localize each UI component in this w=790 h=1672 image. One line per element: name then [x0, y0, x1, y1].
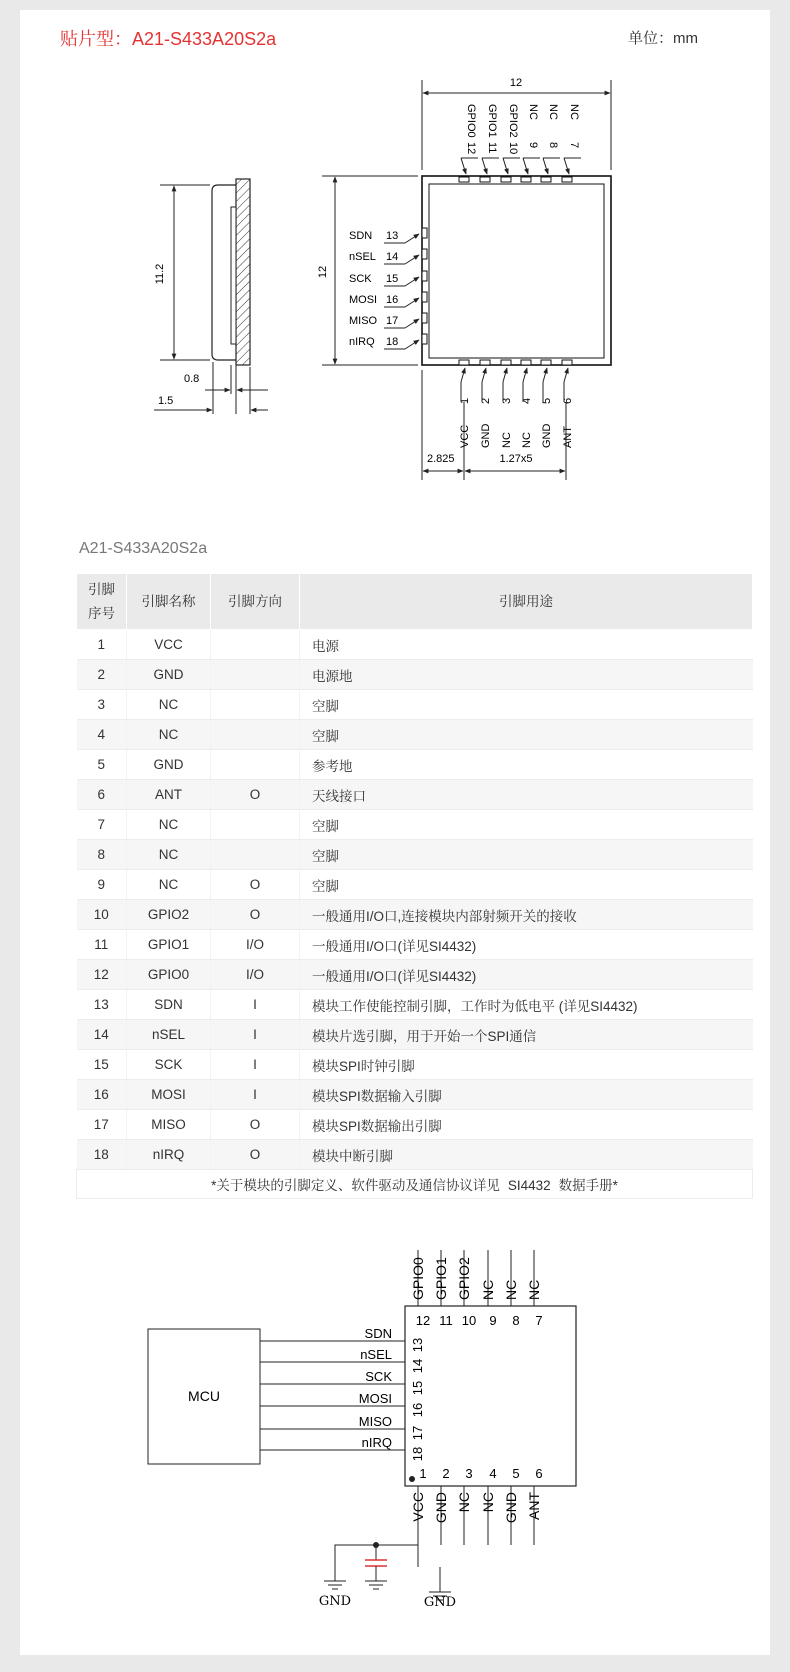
pin-name-cell: nIRQ — [127, 1140, 211, 1170]
pin-direction-cell: O — [211, 780, 300, 810]
table-row — [77, 810, 753, 840]
gnd-label-1: GND — [318, 1594, 352, 1609]
pad-4 — [521, 360, 531, 365]
pin-direction-cell — [211, 660, 300, 690]
pad-7 — [562, 177, 572, 182]
pin-name-cell: NC — [127, 690, 211, 720]
dim-height-side: 11.2 — [154, 263, 166, 285]
pin-number-cell: 11 — [77, 930, 127, 960]
gnd-symbol-1 — [324, 1581, 346, 1589]
pin-number-3: 3 — [501, 397, 513, 404]
table-row — [77, 690, 753, 720]
pin-name-cell: MISO — [127, 1110, 211, 1140]
pin-usage-cell: 模块片选引脚，用于开始一个SPI通信 — [300, 1020, 753, 1050]
pin-number-12: 12 — [465, 142, 477, 155]
pin-number-14: 14 — [386, 251, 399, 263]
pin-name-cell: SCK — [127, 1050, 211, 1080]
pin-name-nsel: nSEL — [349, 251, 376, 263]
pad-1 — [459, 360, 469, 365]
pad-2 — [480, 360, 490, 365]
pin-usage-cell: 模块SPI数据输入引脚 — [300, 1080, 753, 1110]
pin-name-cell: NC — [127, 870, 211, 900]
table-row — [77, 660, 753, 690]
pad-10 — [501, 177, 511, 182]
pin-number-cell: 4 — [77, 720, 127, 750]
sch-pin-number-4: 4 — [489, 1466, 497, 1481]
pin-direction-cell — [211, 750, 300, 780]
sch-pin-name-nc: NC — [480, 1492, 496, 1513]
mcu-label: MCU — [188, 1388, 220, 1404]
sch-pin-number-16: 16 — [410, 1402, 425, 1418]
sch-pin-number-17: 17 — [410, 1425, 425, 1441]
pin-number-2: 2 — [480, 397, 492, 404]
sch-pin-name-nc: NC — [456, 1492, 472, 1513]
pin-usage-cell: 模块中断引脚 — [300, 1140, 753, 1170]
pin-number-cell: 6 — [77, 780, 127, 810]
table-row — [77, 750, 753, 780]
pin-name-sck: SCK — [349, 273, 372, 285]
sch-pin-number-8: 8 — [512, 1313, 520, 1328]
sch-pin-number-9: 9 — [489, 1313, 497, 1328]
pad-6 — [562, 360, 572, 365]
pin-name-nirq: nIRQ — [349, 336, 375, 348]
pin-name-cell: SDN — [127, 990, 211, 1020]
pin-name-cell: VCC — [127, 630, 211, 660]
pin-number-15: 15 — [386, 273, 399, 285]
sch-signal-sck: SCK — [365, 1369, 392, 1384]
pin-name-gnd: GND — [480, 423, 492, 448]
pin-usage-cell: 空脚 — [300, 840, 753, 870]
pin-direction-cell — [211, 840, 300, 870]
sch-pin-number-11: 11 — [439, 1313, 453, 1328]
table-row — [77, 720, 753, 750]
pin-name-cell: GPIO2 — [127, 900, 211, 930]
pin-number-16: 16 — [386, 294, 399, 306]
sch-pin-number-5: 5 — [512, 1466, 520, 1481]
table-row — [77, 1110, 753, 1140]
sch-pin-number-12: 12 — [415, 1313, 431, 1328]
pin-table — [76, 573, 753, 1199]
pin-name-nc: NC — [568, 104, 580, 120]
pad-17 — [422, 313, 427, 323]
pad-3 — [501, 360, 511, 365]
pin-usage-cell: 参考地 — [300, 750, 753, 780]
table-header-row — [77, 574, 753, 630]
table-footer-row — [77, 1170, 753, 1199]
pin-usage-cell: 空脚 — [300, 720, 753, 750]
pin-number-7: 7 — [568, 142, 580, 149]
pin-number-10: 10 — [507, 142, 519, 155]
gnd-symbol-2 — [365, 1581, 387, 1589]
pin-number-13: 13 — [386, 230, 399, 242]
table-row — [77, 840, 753, 870]
unit-label: 单位：mm — [628, 30, 698, 47]
pin-name-nc: NC — [501, 432, 513, 448]
pin-usage-cell: 一般通用I/O口,连接模块内部射频开关的接收 — [300, 900, 753, 930]
pad-11 — [480, 177, 490, 182]
table-row — [77, 990, 753, 1020]
package-title: 贴片型：A21-S433A20S2a — [60, 29, 277, 49]
dim-2825: 2.825 — [427, 453, 455, 465]
sch-pin-name-gnd: GND — [433, 1492, 449, 1524]
pin-usage-cell: 空脚 — [300, 810, 753, 840]
sch-pin-name-nc: NC — [526, 1279, 542, 1300]
pin-direction-cell: I — [211, 1080, 300, 1110]
pad-13 — [422, 228, 427, 238]
pin-name-gpio2: GPIO2 — [507, 104, 519, 138]
side-view — [154, 179, 268, 414]
table-row — [77, 1050, 753, 1080]
dim-15: 1.5 — [158, 395, 174, 407]
pin-number-9: 9 — [527, 142, 539, 149]
sch-signal-miso: MISO — [358, 1414, 392, 1429]
pin-usage-cell: 电源地 — [300, 660, 753, 690]
pin-usage-cell: 模块SPI数据输出引脚 — [300, 1110, 753, 1140]
sch-pin-number-15: 15 — [410, 1380, 425, 1396]
pin-number-cell: 7 — [77, 810, 127, 840]
dim-08: 0.8 — [184, 373, 200, 385]
pin-number-cell: 10 — [77, 900, 127, 930]
pin-direction-cell — [211, 690, 300, 720]
pin-direction-cell: I — [211, 990, 300, 1020]
pin-usage-cell: 一般通用I/O口(详见SI4432) — [300, 930, 753, 960]
pad-8 — [541, 177, 551, 182]
pin-name-cell: NC — [127, 840, 211, 870]
pin-number-cell: 2 — [77, 660, 127, 690]
pin-usage-cell: 天线接口 — [300, 780, 753, 810]
pin-direction-cell — [211, 810, 300, 840]
pin-name-nc: NC — [547, 104, 559, 120]
pin-direction-cell: O — [211, 900, 300, 930]
sch-pin-number-7: 7 — [535, 1313, 543, 1328]
pin-number-11: 11 — [486, 142, 498, 154]
pin-usage-cell: 空脚 — [300, 690, 753, 720]
sch-pin-number-10: 10 — [461, 1313, 477, 1328]
pin-direction-cell — [211, 720, 300, 750]
pad-15 — [422, 271, 427, 281]
sch-pin-name-gpio1: GPIO1 — [433, 1257, 449, 1300]
pin-name-cell: GPIO1 — [127, 930, 211, 960]
pin-name-cell: MOSI — [127, 1080, 211, 1110]
table-row — [77, 870, 753, 900]
pad-5 — [541, 360, 551, 365]
sch-pin-number-2: 2 — [442, 1466, 450, 1481]
dim-height-left: 12 — [317, 265, 329, 279]
sch-pin-number-14: 14 — [410, 1358, 425, 1374]
sch-pin-number-18: 18 — [410, 1446, 425, 1462]
pin-name-cell: GND — [127, 660, 211, 690]
pin-name-nc: NC — [527, 104, 539, 120]
sch-pin-name-ant: ANT — [526, 1492, 542, 1520]
pin-number-5: 5 — [541, 397, 553, 404]
sch-pin-number-1: 1 — [419, 1466, 427, 1481]
pin-number-cell: 12 — [77, 960, 127, 990]
pin-name-gpio1: GPIO1 — [486, 104, 498, 138]
pin-name-cell: GPIO0 — [127, 960, 211, 990]
pin-direction-cell: O — [211, 1110, 300, 1140]
pin-name-ant: ANT — [562, 426, 574, 448]
pin-direction-cell: I — [211, 1050, 300, 1080]
pin-usage-cell: 模块工作使能控制引脚，工作时为低电平 (详见SI4432) — [300, 990, 753, 1020]
table-row — [77, 1020, 753, 1050]
pin-name-miso: MISO — [349, 315, 378, 327]
table-footer-note: *关于模块的引脚定义、软件驱动及通信协议详见 SI4432 数据手册* — [77, 1170, 753, 1199]
pin-name-cell: nSEL — [127, 1020, 211, 1050]
header-pin-direction: 引脚方向 — [211, 574, 300, 630]
pin-direction-cell: I — [211, 1020, 300, 1050]
sch-pin-name-gnd: GND — [503, 1492, 519, 1524]
pin-number-18: 18 — [386, 336, 399, 348]
pad-18 — [422, 334, 427, 344]
pin-name-cell: GND — [127, 750, 211, 780]
pin-name-vcc: VCC — [459, 424, 471, 448]
sch-pin-number-13: 13 — [410, 1337, 425, 1353]
pin-number-cell: 18 — [77, 1140, 127, 1170]
pin-direction-cell — [211, 630, 300, 660]
pin-name-cell: ANT — [127, 780, 211, 810]
package-drawing — [20, 10, 770, 520]
pin-direction-cell: I/O — [211, 960, 300, 990]
sch-pin-name-nc: NC — [503, 1279, 519, 1300]
pin-direction-cell: I/O — [211, 930, 300, 960]
pin-usage-cell: 模块SPI时钟引脚 — [300, 1050, 753, 1080]
table-row — [77, 630, 753, 660]
pin-usage-cell: 一般通用I/O口(详见SI4432) — [300, 960, 753, 990]
sch-pin-number-6: 6 — [535, 1466, 543, 1481]
pin-direction-cell: O — [211, 870, 300, 900]
application-schematic — [20, 1210, 770, 1630]
pin-number-cell: 5 — [77, 750, 127, 780]
pin-number-cell: 1 — [77, 630, 127, 660]
sch-pin-name-gpio0: GPIO0 — [410, 1257, 426, 1300]
pin-number-cell: 15 — [77, 1050, 127, 1080]
sch-pin-name-gpio2: GPIO2 — [456, 1257, 472, 1300]
pad-14 — [422, 249, 427, 259]
pin-number-4: 4 — [521, 397, 533, 404]
sch-signal-sdn: SDN — [364, 1326, 392, 1341]
pin-number-cell: 17 — [77, 1110, 127, 1140]
header-pin-name: 引脚名称 — [127, 574, 211, 630]
pin-name-cell: NC — [127, 720, 211, 750]
sch-signal-nirq: nIRQ — [361, 1435, 392, 1450]
table-row — [77, 1080, 753, 1110]
table-row — [77, 960, 753, 990]
dim-width-top: 12 — [509, 77, 523, 89]
pin-number-cell: 8 — [77, 840, 127, 870]
table-title: A21-S433A20S2a — [79, 540, 208, 557]
pin-name-gnd: GND — [541, 423, 553, 448]
pin-name-sdn: SDN — [349, 230, 373, 242]
pin-name-cell: NC — [127, 810, 211, 840]
table-row — [77, 930, 753, 960]
datasheet-page — [20, 10, 770, 1655]
pin-number-1: 1 — [459, 397, 471, 404]
dim-pitch: 1.27x5 — [499, 453, 533, 465]
gnd-label-2: GND — [423, 1595, 457, 1610]
pin-usage-cell: 电源 — [300, 630, 753, 660]
table-row — [77, 900, 753, 930]
sch-signal-nsel: nSEL — [360, 1347, 392, 1362]
pin-direction-cell: O — [211, 1140, 300, 1170]
header-pin-usage: 引脚用途 — [300, 574, 753, 630]
table-row — [77, 780, 753, 810]
pin-number-6: 6 — [562, 397, 574, 404]
table-row — [77, 1140, 753, 1170]
pin-number-17: 17 — [386, 315, 399, 327]
pad-9 — [521, 177, 531, 182]
pin-name-gpio0: GPIO0 — [465, 104, 477, 138]
pin-number-cell: 9 — [77, 870, 127, 900]
pin-number-8: 8 — [547, 142, 559, 149]
top-view — [317, 77, 611, 480]
pin-usage-cell: 空脚 — [300, 870, 753, 900]
pin-number-cell: 13 — [77, 990, 127, 1020]
sch-pin-number-3: 3 — [465, 1466, 473, 1481]
sch-pin-name-vcc: VCC — [410, 1492, 426, 1522]
header-pin-number: 引脚 序号 — [77, 574, 127, 630]
sch-pin-name-nc: NC — [480, 1279, 496, 1300]
pin-number-cell: 16 — [77, 1080, 127, 1110]
pin-number-cell: 14 — [77, 1020, 127, 1050]
sch-signal-mosi: MOSI — [358, 1391, 392, 1406]
pad-12 — [459, 177, 469, 182]
pad-16 — [422, 292, 427, 302]
pin-number-cell: 3 — [77, 690, 127, 720]
pin-name-mosi: MOSI — [349, 294, 378, 306]
pin-name-nc: NC — [521, 432, 533, 448]
